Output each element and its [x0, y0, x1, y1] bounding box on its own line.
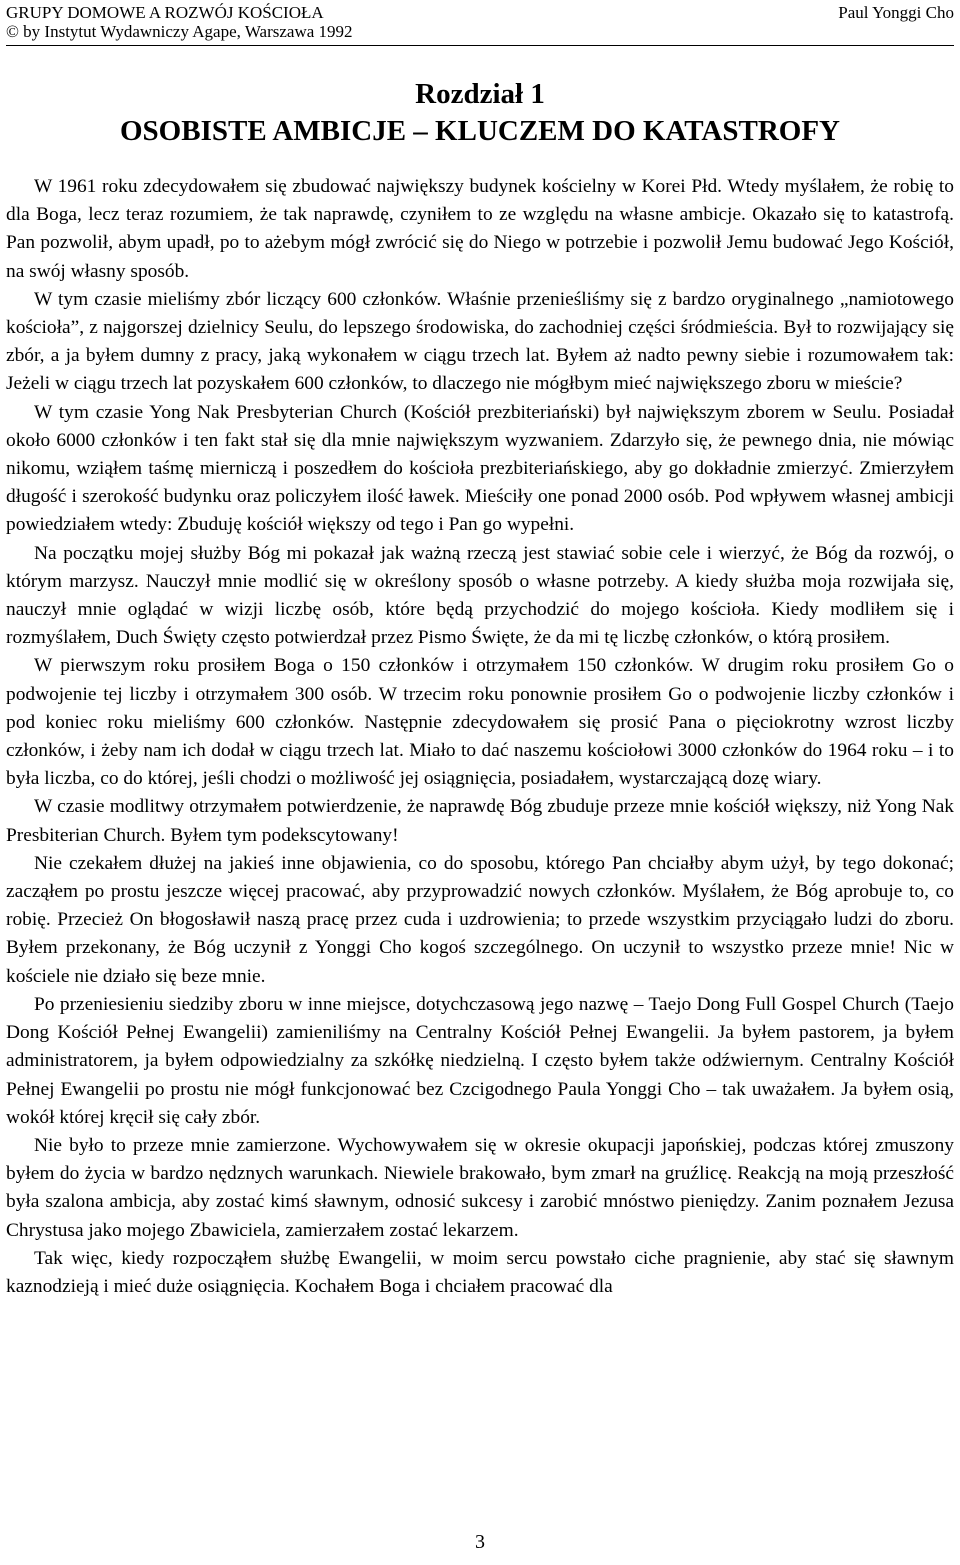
paragraph: W pierwszym roku prosiłem Boga o 150 członków i otrzymałem 150 członków. W drugim roku prosiłem Go o podwojenie tej liczby i otrzymałem 300 osób. W trzecim roku ponownie prosiłem Go o podwojenie liczby członków i pod koniec roku mieliśmy 600 członków. Następnie zdecydowałem się prosić Pana o pięciokrotny wzrost liczby członków, i żeby nam ich dodał w ciągu trzech lat. Miało to dać naszemu kościołowi 3000 członków do 1964 roku – i to była liczba, co do której, jeśli chodzi o możliwość jej osiągnięcia, posiadałem, wystarczającą dozę wiary.: [6, 655, 954, 790]
series-title: GRUPY DOMOWE A ROZWÓJ KOŚCIOŁA: [6, 3, 324, 22]
paragraph: Po przeniesieniu siedziby zboru w inne miejsce, dotychczasową jego nazwę – Taejo Dong Full Gospel Church (Taejo Dong Kościół Pełnej Ewangelii) zamieniliśmy na Centralny Kościół Pełnej Ewangelii. Ja byłem pastorem, ja byłem administratorem, ja byłem odpowiedzialny za szkółkę niedzielną. I często byłem także odźwiernym. Centralny Kościół Pełnej Ewangelii po prostu nie mógł funkcjonować bez Czcigodnego Paula Yonggi Cho – tak uważałem. Ja byłem osią, wokół której kręcił się cały zbór.: [6, 993, 954, 1128]
paragraph: W czasie modlitwy otrzymałem potwierdzenie, że naprawdę Bóg zbuduje przeze mnie kościół większy, niż Yong Nak Presbiterian Church. Byłem tym podekscytowany!: [6, 796, 954, 846]
paragraph: Nie było to przeze mnie zamierzone. Wychowywałem się w okresie okupacji japońskiej, podczas której zmuszony byłem do życia w bardzo nędznych warunkach. Niewiele brakowało, bym zmarł na gruźlicę. Reakcją na moją przeszłość była szalona ambicja, aby zostać kimś sławnym, odnosić sukcesy i zarobić mnóstwo pieniędzy. Zanim poznałem Jezusa Chrystusa jako mojego Zbawiciela, zamierzałem zostać lekarzem.: [6, 1134, 954, 1241]
body-text: [6, 173, 954, 1301]
paragraph: Tak więc, kiedy rozpocząłem służbę Ewangelii, w moim sercu powstało ciche pragnienie, aby stać się sławnym kaznodzieją i mieć duże osiągnięcia. Kochałem Boga i chciałem pracować dla: [6, 1247, 954, 1297]
publisher-text: by Instytut Wydawniczy Agape, Warszawa 1992: [23, 22, 353, 41]
header-divider: [6, 45, 954, 46]
chapter-title: OSOBISTE AMBICJE – KLUCZEM DO KATASTROFY: [119, 115, 840, 147]
copyright-icon: ©: [6, 22, 19, 41]
chapter-label: Rozdział 1: [415, 78, 545, 110]
paragraph: W 1961 roku zdecydowałem się zbudować największy budynek kościelny w Korei Płd. Wtedy myślałem, że robię to dla Boga, lecz teraz rozumiem, że tak naprawdę, czyniłem to ze względu na własne ambicje. Okazało się to katastrofą. Pan pozwolił, abym upadł, po to ażebym mógł zwrócić się do Niego w potrzebie i pozwolił Jemu budować Jego Kościół, na swój własny sposób.: [6, 176, 954, 282]
publisher-line: [6, 22, 954, 42]
paragraph: Na początku mojej służby Bóg mi pokazał jak ważną rzeczą jest stawiać sobie cele i wierzyć, że Bóg da rozwój, o którym marzysz. Nauczył mnie modlić się w określony sposób o własne potrzeby. A kiedy służba moja rozwijała się, nauczył mnie oglądać w wizji liczbę osób, które będą przychodzić do mojego kościoła. Kiedy modliłem się i rozmyślałem, Duch Święty często potwierdzał przez Pismo Święte, że da mi tę liczbę członków, o którą prosiłem.: [6, 542, 954, 649]
paragraph: Nie czekałem dłużej na jakieś inne objawienia, co do sposobu, którego Pan chciałby abym użył, by tego dokonać; zacząłem po prostu jeszcze więcej pracować, aby przyprowadzić nowych członków. Myślałem, że Bóg aprobuje to, co robię. Przecież On błogosławił naszą pracę przez cuda i uzdrowienia; to przede wszystkim przyciągało ludzi do zboru. Byłem przekonany, że Bóg uczynił z Yonggi Cho kogoś szczególnego. On uczynił to wszystko przeze mnie! Nic w kościele nie działo się beze mnie.: [6, 852, 954, 987]
header-author: Paul Yonggi Cho: [838, 3, 954, 22]
paragraph: W tym czasie mieliśmy zbór liczący 600 członków. Właśnie przenieśliśmy się z bardzo oryginalnego „namiotowego kościoła”, z najgorszej dzielnicy Seulu, do lepszego środowiska, do zachodniej części śródmieścia. Był to rozwijający się zbór, a ja byłem dumny z pracy, jaką wykonałem w ciągu trzech lat. Byłem aż nadto pewny siebie i rozumowałem tak: Jeżeli w ciągu trzech lat pozyskałem 600 członków, to dlaczego nie mógłbym mieć największego zboru w mieście?: [6, 288, 954, 395]
page-number: 3: [475, 1531, 485, 1553]
paragraph: W tym czasie Yong Nak Presbyterian Church (Kościół prezbiteriański) był największym zborem w Seulu. Posiadał około 6000 członków i ten fakt stał się dla mnie największym wyzwaniem. Zdarzyło się, że pewnego dnia, nie mówiąc nikomu, wziąłem taśmę mierniczą i poszedłem do kościoła prezbiteriańskiego, aby go dokładnie zmierzyć. Zmierzyłem długość i szerokość budynku oraz policzyłem ilość ławek. Mieściły one ponad 2000 osób. Pod wpływem własnej ambicji powiedziałem wtedy: Zbuduję kościół większy od tego i Pan go wypełni.: [6, 401, 954, 536]
running-header: [6, 3, 954, 23]
